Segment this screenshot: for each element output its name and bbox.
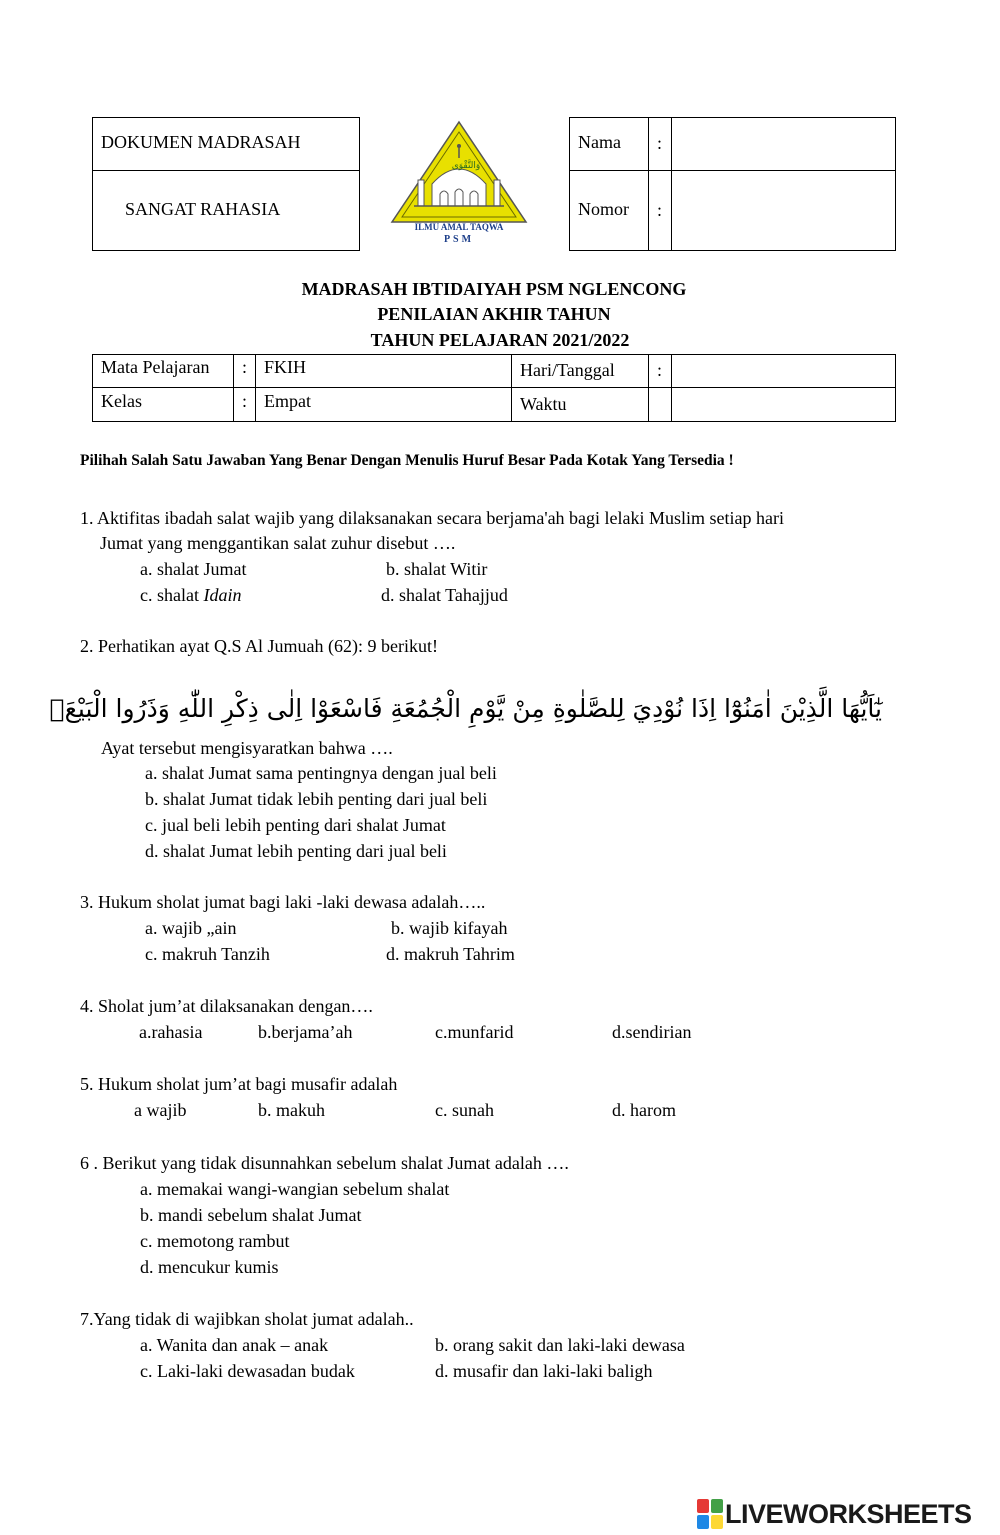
class-value: Empat [264,391,311,411]
q2-text-2: Ayat tersebut mengisyaratkan bahwa …. [101,738,393,758]
school-title: MADRASAH IBTIDAIYAH PSM NGLENCONG [301,279,687,299]
day-label: Hari/Tanggal [520,360,615,380]
instruction: Pilihah Salah Satu Jawaban Yang Benar Dengan Menulis Huruf Besar Pada Kotak Yang Tersedia ! [80,452,734,469]
q3-option-a: a. wajib „ain [145,918,237,938]
q1-option-b: b. shalat Witir [386,559,488,579]
q4-text: 4. Sholat jum’at dilaksanakan dengan…. [80,996,373,1016]
q7-option-a: a. Wanita dan anak – anak [140,1335,329,1355]
document-label-divider [92,170,360,171]
info-col-2 [255,354,256,422]
liveworksheets-brand: LIVEWORKSHEETS [725,1499,972,1529]
time-label: Waktu [520,394,567,414]
subject-label: Mata Pelajaran [101,357,210,377]
q3-text: 3. Hukum sholat jumat bagi laki -laki dewasa adalah….. [80,892,486,912]
logo-block-2 [711,1499,723,1513]
nama-label: Nama [578,132,621,152]
time-field[interactable] [672,388,894,421]
nama-colon: : [657,133,663,153]
q2-option-a: a. shalat Jumat sama pentingnya dengan jual beli [145,763,497,783]
q6-option-a: a. memakai wangi-wangian sebelum shalat [140,1179,450,1199]
svg-text:ILMU AMAL TAQWA: ILMU AMAL TAQWA [414,222,504,232]
q4-option-a: a.rahasia [139,1022,203,1042]
q3-option-d: d. makruh Tahrim [386,944,515,964]
nama-field[interactable] [672,118,894,169]
info-col-4 [648,354,649,422]
q5-option-d: d. harom [612,1100,676,1120]
q1-option-d: d. shalat Tahajjud [381,585,508,605]
day-colon: : [657,360,663,380]
q2-text: 2. Perhatikan ayat Q.S Al Jumuah (62): 9 berikut! [80,636,438,656]
school-logo [388,118,530,246]
q7-option-d: d. musafir dan laki-laki baligh [435,1361,653,1381]
svg-text:PSM: PSM [443,234,475,245]
secret-label: SANGAT RAHASIA [125,199,281,219]
q1-option-c [140,584,241,606]
subject-colon: : [242,357,248,377]
q2-option-c: c. jual beli lebih penting dari shalat Jumat [145,815,446,835]
nomor-field[interactable] [672,171,894,250]
class-colon: : [242,391,248,411]
q3-option-b: b. wajib kifayah [391,918,508,938]
q1-option-a: a. shalat Jumat [140,559,247,579]
q6-option-b: b. mandi sebelum shalat Jumat [140,1205,362,1225]
subject-value: FKIH [264,357,307,377]
q4-option-d: d.sendirian [612,1022,692,1042]
q5-option-c: c. sunah [435,1100,494,1120]
q4-option-c: c.munfarid [435,1022,514,1042]
liveworksheets-logo-icon [697,1499,723,1529]
q5-text: 5. Hukum sholat jum’at bagi musafir adalah [80,1074,398,1094]
logo-block-3 [697,1515,709,1529]
doc-label: DOKUMEN MADRASAH [101,132,301,152]
q1-text: 1. Aktifitas ibadah salat wajib yang dilaksanakan secara berjama'ah bagi lelaki Muslim setiap hari [80,508,785,528]
logo-triangle-icon [388,118,530,246]
logo-block-4 [711,1515,723,1529]
identity-col1 [648,117,649,251]
q1-option-c-prefix: c. shalat [140,585,204,605]
nomor-label: Nomor [578,199,629,219]
day-field[interactable] [672,355,894,386]
q5-option-b: b. makuh [258,1100,325,1120]
q5-option-a: a wajib [134,1100,187,1120]
info-col-1 [233,354,234,422]
q1-text-2: Jumat yang menggantikan salat zuhur disebut …. [100,533,456,553]
q2-option-d: d. shalat Jumat lebih penting dari jual beli [145,841,447,861]
q2-option-b: b. shalat Jumat tidak lebih penting dari jual beli [145,789,488,809]
q6-text: 6 . Berikut yang tidak disunnahkan sebelum shalat Jumat adalah …. [80,1153,569,1173]
q4-option-b: b.berjama’ah [258,1022,353,1042]
q6-option-d: d. mencukur kumis [140,1257,279,1277]
logo-block-1 [697,1499,709,1513]
q6-option-c: c. memotong rambut [140,1231,290,1251]
q7-option-c: c. Laki-laki dewasadan budak [140,1361,355,1381]
q7-option-b: b. orang sakit dan laki-laki dewasa [435,1335,685,1355]
year-title: TAHUN PELAJARAN 2021/2022 [370,330,630,350]
q3-option-c: c. makruh Tanzih [145,944,270,964]
q2-arabic-verse: يٰٓاَيُّهَا الَّذِيْنَ اٰمَنُوْٓا اِذَا نُوْدِيَ لِلصَّلٰوةِ مِنْ يَّوْمِ الْجُمُعَةِ فَاسْعَوْا اِلٰى ذِكْرِ اللّٰهِ وَذَرُوا الْبَيْعَۗ [49,694,882,723]
class-label: Kelas [101,391,142,411]
exam-title: PENILAIAN AKHIR TAHUN [377,304,611,324]
q7-text: 7.Yang tidak di wajibkan sholat jumat adalah.. [80,1309,414,1329]
info-col-3 [511,354,512,422]
svg-text:وَالتَّقْوَى: وَالتَّقْوَى [451,161,481,171]
liveworksheets-logo[interactable] [697,1497,995,1531]
q1-option-c-italic: Idain [203,585,242,605]
nomor-colon: : [657,200,663,220]
